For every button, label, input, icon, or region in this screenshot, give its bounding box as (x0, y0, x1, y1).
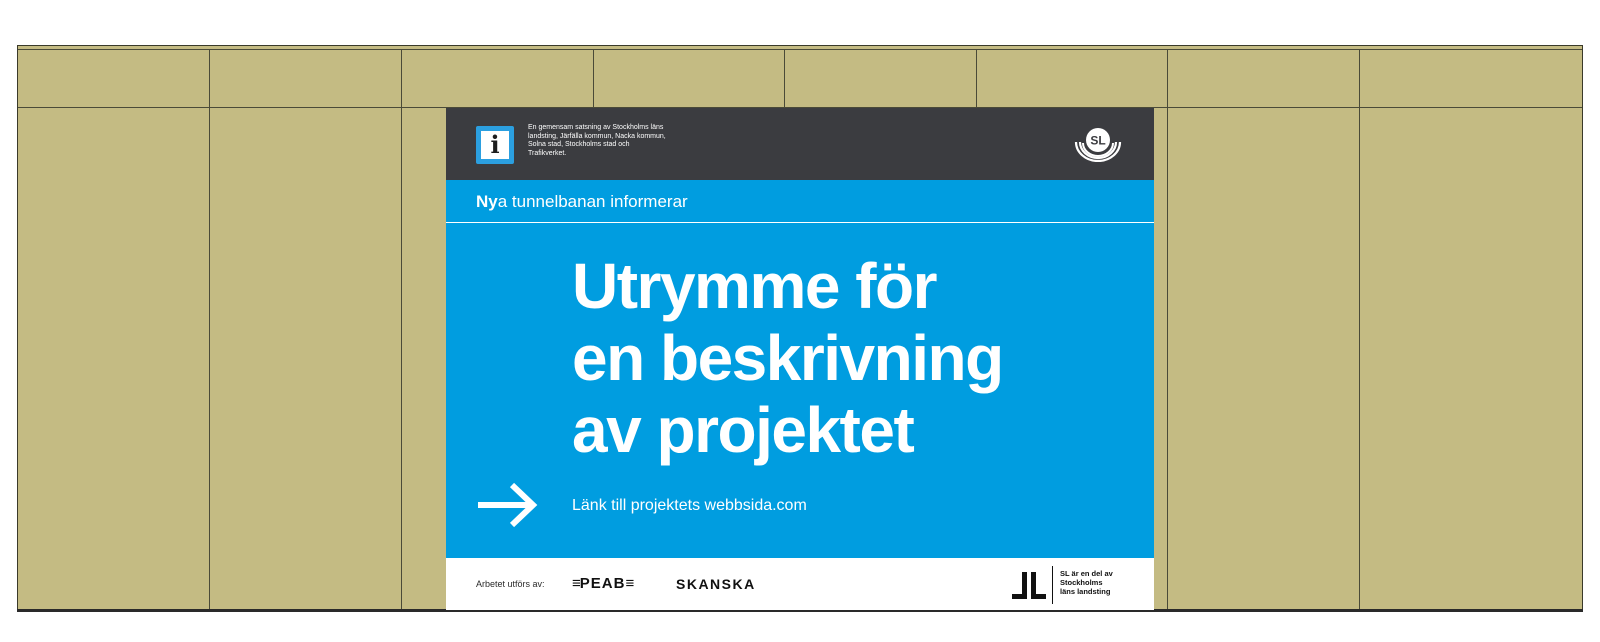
sign-header-bold: Ny (476, 192, 498, 211)
skanska-logo: SKANSKA (676, 576, 756, 592)
sll-text-line: läns landsting (1060, 587, 1111, 596)
headline-line: en beskrivning (572, 322, 1003, 394)
sll-text (1060, 569, 1150, 596)
hoarding-panel-divider (593, 49, 594, 107)
partners-text: En gemensam satsning av Stockholms läns landsting, Järfälla kommun, Nacka kommun, Solna stad, Stockholms stad och Trafikverket. (528, 124, 666, 157)
hoarding-panel-divider (1167, 49, 1168, 609)
info-sign (446, 108, 1154, 610)
sll-logo-icon (1008, 566, 1050, 604)
headline-line: Utrymme för (572, 250, 937, 322)
project-link[interactable]: Länk till projektets webbsida.com (572, 497, 807, 514)
hoarding-panel-divider (784, 49, 785, 107)
sign-bottom-band (446, 558, 1154, 610)
sign-blue-panel (446, 180, 1154, 558)
arrow-right-icon (476, 482, 538, 528)
performed-by-label: Arbetet utförs av: (476, 579, 545, 589)
sll-divider (1052, 566, 1053, 604)
sl-logo-icon (1074, 122, 1122, 162)
peab-logo: ≡PEAB≡ (572, 575, 634, 592)
hoarding-panel-divider (209, 49, 210, 609)
hoarding-panel-divider (401, 49, 402, 609)
sign-header-rest: a tunnelbanan informerar (497, 192, 688, 211)
sll-text-line: SL är en del av (1060, 569, 1113, 578)
hoarding-panel-divider (1359, 49, 1360, 609)
hoarding-top-line (18, 49, 1582, 50)
sign-header (476, 192, 688, 212)
info-icon (476, 126, 514, 164)
headline (572, 250, 1132, 466)
blue-divider (446, 222, 1154, 223)
peab-logo-text: PEAB (579, 575, 626, 592)
info-icon-glyph: i (481, 131, 509, 159)
hoarding-panel-divider (976, 49, 977, 107)
headline-line: av projektet (572, 394, 914, 466)
sll-text-line: Stockholms (1060, 578, 1103, 587)
sign-top-band (446, 108, 1154, 180)
sl-logo-text: SL (1090, 133, 1106, 148)
